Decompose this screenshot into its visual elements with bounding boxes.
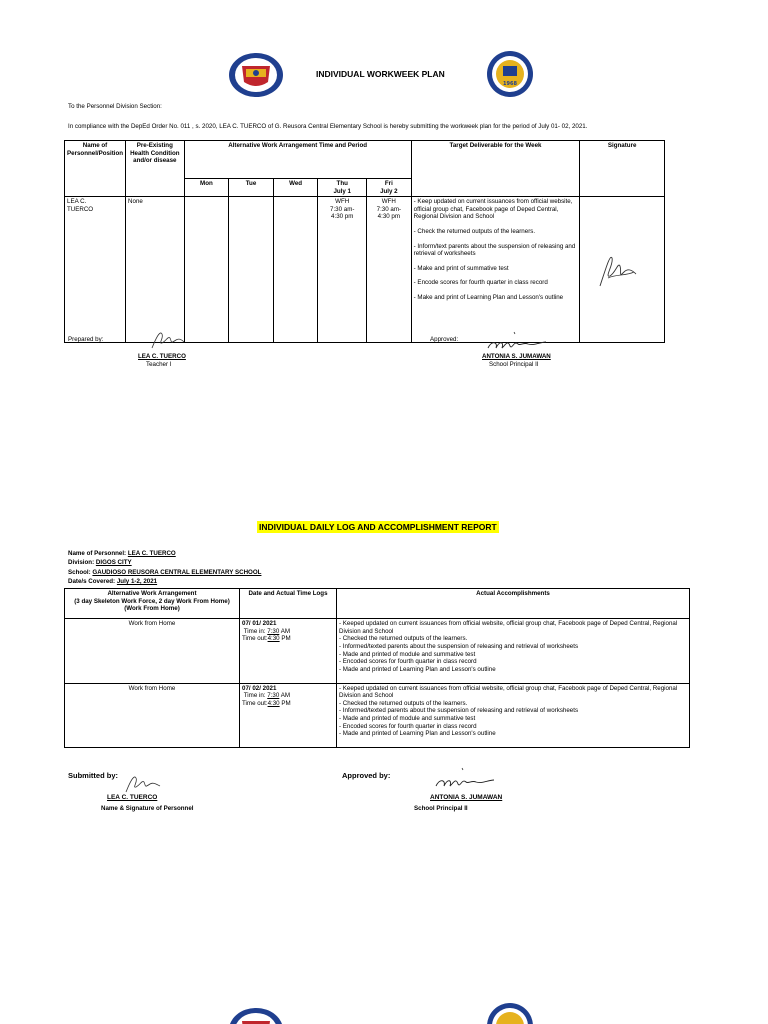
school-label: School: — [68, 569, 91, 576]
deliverable-item: - Make and print of Learning Plan and Lesson's outline — [413, 293, 564, 301]
log-time-in — [242, 628, 334, 636]
row-deliverables — [411, 197, 580, 343]
accomplishment-item: - Checked the returned outputs of the learners. — [339, 699, 468, 707]
log-row-awa: Work from Home — [65, 619, 240, 683]
deliverable-item: - Make and print of summative test — [413, 264, 509, 272]
time-in-value: 7:30 — [267, 627, 280, 635]
submitted-label: Submitted by: — [68, 771, 118, 780]
approved-by-name: ANTONIA S. JUMAWAN — [430, 794, 503, 801]
school-field — [68, 569, 261, 577]
intro-text: In compliance with the DepEd Order No. 011 , s. 2020, LEA C. TUERCO of G. Reusora Central Elementary School is hereby submitting the workweek plan for the period of July 01- 02, 2021. — [68, 123, 588, 130]
svg-text:1968: 1968 — [503, 81, 517, 87]
log-time-out — [242, 700, 334, 708]
approved-by-label: Approved by: — [342, 771, 391, 780]
time-in-suffix: AM — [280, 627, 290, 635]
row-fri: WFH 7:30 am- 4:30 pm — [367, 197, 412, 343]
time-out-suffix: PM — [281, 699, 291, 707]
deliverable-item: - Check the returned outputs of the learners. — [413, 227, 536, 235]
log-time-in — [242, 692, 334, 700]
accomplishment-item: - Made and printed of Learning Plan and Lesson's outline — [339, 730, 496, 738]
log-row-accomplishments — [337, 683, 690, 747]
header-tue: Tue — [229, 179, 274, 197]
time-out-suffix: PM — [281, 635, 291, 643]
school-value: GAUDIOSO REUSORA CENTRAL ELEMENTARY SCHOOL — [92, 569, 262, 576]
accomplishment-item: - Made and printed of module and summative test — [339, 714, 476, 722]
accomplishment-item: - Encoded scores for fourth quarter in class record — [339, 722, 477, 730]
log-row-awa: Work from Home — [65, 683, 240, 747]
log-header-date: Date and Actual Time Logs — [240, 589, 337, 619]
approved-by-signature-image — [432, 766, 496, 792]
row-signature — [580, 197, 665, 343]
accomplishment-item: - Made and printed of Learning Plan and Lesson's outline — [339, 665, 496, 673]
addressee-text: To the Personnel Division Section: — [68, 103, 162, 110]
log-row-accomplishments — [337, 619, 690, 683]
deliverable-item: - Keep updated on current issuances from official website, official group chat, Facebook page of Deped Central, Regional Division and School — [413, 198, 573, 221]
time-out-value: 4:30 — [267, 699, 280, 707]
time-in-label: Time in: — [243, 692, 266, 700]
header-signature: Signature — [580, 141, 665, 197]
row-mon — [184, 197, 229, 343]
dates-value: July 1-2, 2021 — [116, 578, 158, 585]
header-health: Pre-Existing Health Condition and/or disease — [126, 141, 185, 197]
accomplishment-item: - Made and printed of module and summative test — [339, 650, 476, 658]
time-out-label: Time out: — [242, 635, 268, 643]
header-target: Target Deliverable for the Week — [411, 141, 580, 197]
accomplishment-item: - Checked the returned outputs of the learners. — [339, 635, 468, 643]
prepared-title: Teacher I — [146, 361, 172, 368]
division-label: Division: — [68, 559, 95, 566]
page2-title: INDIVIDUAL DAILY LOG AND ACCOMPLISHMENT REPORT — [259, 522, 497, 532]
accomplishment-item: - Informed/texted parents about the suspension of releasing and retrieval of worksheets — [339, 642, 579, 650]
signature-image — [596, 248, 662, 292]
header-awa-label: Alternative Work Arrangement Time and Period — [228, 142, 368, 149]
dates-label: Date/s Covered: — [68, 578, 116, 585]
log-row-date — [240, 683, 337, 747]
division-seal-icon — [228, 1008, 284, 1024]
log-header-acc: Actual Accomplishments — [337, 589, 690, 619]
division-seal-icon — [228, 52, 284, 98]
deliverable-item: - Inform/text parents about the suspension of releasing and retrieval of worksheets — [413, 242, 576, 258]
dates-field — [68, 578, 157, 586]
accomplishment-item: - Keeped updated on current issuances from official website, official group chat, Facebook page of Deped Central, Regional Division and School — [339, 620, 678, 635]
daily-log-table — [64, 588, 690, 748]
school-seal-icon — [486, 1002, 534, 1024]
row-thu: WFH 7:30 am- 4:30 pm — [318, 197, 367, 343]
submitted-name: LEA C. TUERCO — [107, 794, 158, 801]
accomplishment-item: - Keeped updated on current issuances from official website, official group chat, Facebook page of Deped Central, Regional Division and School — [339, 684, 678, 700]
prepared-signature-image — [146, 328, 186, 352]
division-field — [68, 559, 132, 567]
log-row-date — [240, 619, 337, 683]
header-name: Name of Personnel/Position — [65, 141, 126, 197]
row-tue — [229, 197, 274, 343]
row-name: LEA C. TUERCO — [65, 197, 126, 343]
header-wed: Wed — [273, 179, 318, 197]
personnel-field — [68, 550, 176, 558]
row-health: None — [126, 197, 185, 343]
approved-signature-image — [484, 330, 548, 354]
approved-name: ANTONIA S. JUMAWAN — [482, 353, 551, 360]
header-mon: Mon — [184, 179, 229, 197]
personnel-label: Name of Personnel: — [68, 550, 127, 557]
prepared-label: Prepared by: — [68, 336, 104, 343]
submitted-title: Name & Signature of Personnel — [101, 805, 194, 812]
division-value: DIGOS CITY — [95, 559, 132, 566]
time-out-label: Time out: — [242, 699, 268, 707]
approved-title: School Principal II — [489, 361, 539, 368]
header-fri: Fri July 2 — [367, 179, 412, 197]
log-header-awa: Alternative Work Arrangement (3 day Skeleton Work Force, 2 day Work From Home) (Work From Home) — [65, 589, 240, 619]
approved-label: Approved: — [430, 336, 459, 343]
workweek-plan-table — [64, 140, 665, 343]
personnel-value: LEA C. TUERCO — [127, 550, 176, 557]
time-in-value: 7:30 — [267, 692, 280, 700]
row-wed — [273, 197, 318, 343]
page1-title: INDIVIDUAL WORKWEEK PLAN — [316, 69, 445, 79]
accomplishment-item: - Informed/texted parents about the suspension of releasing and retrieval of worksheets — [339, 707, 579, 715]
prepared-name: LEA C. TUERCO — [138, 353, 186, 360]
time-in-label: Time in: — [243, 627, 266, 635]
header-thu: Thu July 1 — [318, 179, 367, 197]
school-seal-icon — [486, 50, 534, 98]
log-date: 07/ 01/ 2021 — [242, 620, 277, 628]
time-in-suffix: AM — [280, 692, 290, 700]
log-time-out — [242, 635, 334, 643]
deliverable-item: - Encode scores for fourth quarter in class record — [413, 279, 548, 287]
approved-by-title: School Principal II — [414, 805, 468, 812]
time-out-value: 4:30 — [267, 635, 280, 643]
log-date: 07/ 02/ 2021 — [242, 684, 277, 692]
header-awa — [184, 141, 411, 179]
submitted-signature-image — [120, 772, 164, 796]
accomplishment-item: - Encoded scores for fourth quarter in class record — [339, 658, 477, 666]
